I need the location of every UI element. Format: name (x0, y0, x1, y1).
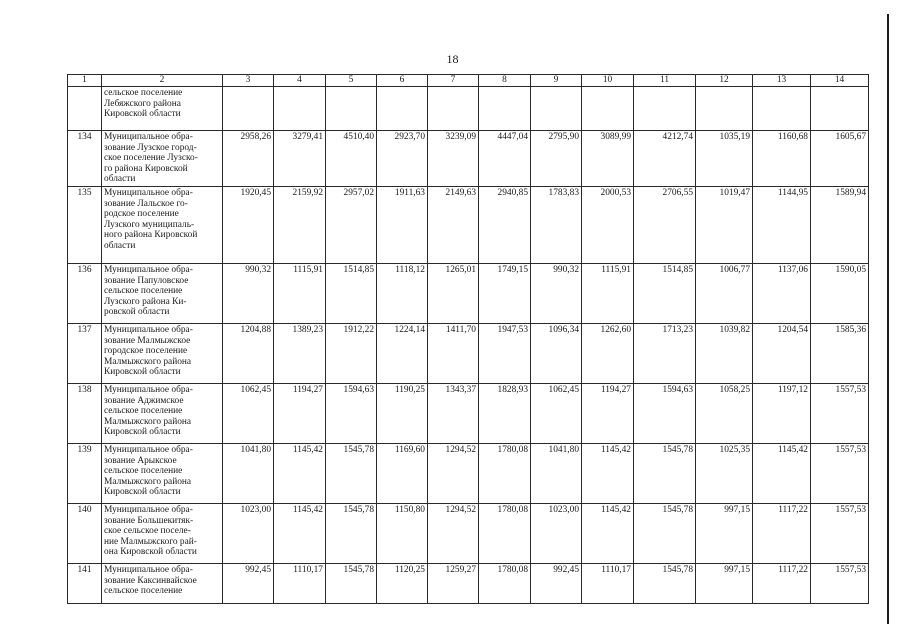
entity-name-line: Муниципальное обра- (104, 504, 193, 515)
value-cell-col-6: 1169,60 (377, 443, 428, 503)
value-cell-col-8: 1828,93 (479, 383, 531, 443)
value-cell-col-10: 3089,99 (582, 131, 634, 187)
value-cell-col-9: 1096,34 (531, 323, 582, 383)
value-cell-col-4: 2159,92 (274, 186, 326, 263)
value-cell-col-6: 1224,14 (377, 323, 428, 383)
value-cell-col-13: 1137,06 (753, 263, 811, 323)
data-table (67, 74, 869, 604)
value-cell-col-14: 1585,36 (811, 323, 869, 383)
value-cell-col-8: 2940,85 (479, 186, 531, 263)
value-cell-col-11 (634, 87, 696, 131)
entity-name (102, 443, 223, 503)
entity-name-line: Лебяжского района (104, 98, 181, 109)
entity-name-line: Кировской области (104, 109, 181, 120)
table-row (68, 87, 869, 131)
value-cell-col-8 (479, 87, 531, 131)
value-cell-col-9: 2795,90 (531, 131, 582, 187)
column-header-2: 2 (102, 75, 223, 87)
value-cell-col-10: 1110,17 (582, 563, 634, 603)
entity-name-line: она Кировской области (104, 547, 197, 558)
value-cell-col-7: 1343,37 (428, 383, 479, 443)
value-cell-col-8: 4447,04 (479, 131, 531, 187)
value-cell-col-12 (696, 87, 753, 131)
entity-name-line: ного района Кировской (104, 230, 198, 241)
row-number: 135 (68, 186, 102, 263)
entity-name-line: Муниципальное обра- (104, 264, 193, 275)
column-header-1: 1 (68, 75, 102, 87)
value-cell-col-4: 1110,17 (274, 563, 326, 603)
value-cell-col-6: 1190,25 (377, 383, 428, 443)
table-body (68, 87, 869, 604)
value-cell-col-9: 1783,83 (531, 186, 582, 263)
entity-name-line: сельское поселение (104, 466, 183, 477)
value-cell-col-7: 1411,70 (428, 323, 479, 383)
value-cell-col-9 (531, 87, 582, 131)
entity-name-line: области (104, 174, 136, 185)
page-number: 18 (446, 52, 459, 66)
entity-name (102, 323, 223, 383)
value-cell-col-11: 1545,78 (634, 503, 696, 563)
value-cell-col-10: 1145,42 (582, 503, 634, 563)
value-cell-col-7: 1294,52 (428, 443, 479, 503)
column-header-6: 6 (377, 75, 428, 87)
row-number: 138 (68, 383, 102, 443)
value-cell-col-11: 1713,23 (634, 323, 696, 383)
value-cell-col-13 (753, 87, 811, 131)
entity-name-line: Муниципальное обра- (104, 384, 193, 395)
entity-name-line: Муниципальное обра- (104, 564, 193, 575)
entity-name-line: зование Арыкское (104, 455, 177, 466)
value-cell-col-7 (428, 87, 479, 131)
table-row (68, 131, 869, 187)
entity-name-line: ние Малмыжского рай- (104, 536, 197, 547)
value-cell-col-3 (223, 87, 274, 131)
value-cell-col-7: 1265,01 (428, 263, 479, 323)
value-cell-col-4: 1389,23 (274, 323, 326, 383)
value-cell-col-14: 1557,53 (811, 443, 869, 503)
table-row (68, 383, 869, 443)
value-cell-col-13: 1197,12 (753, 383, 811, 443)
entity-name (102, 263, 223, 323)
value-cell-col-9: 990,32 (531, 263, 582, 323)
entity-name-line: Кировской области (104, 367, 181, 378)
value-cell-col-5: 1545,78 (326, 503, 377, 563)
value-cell-col-10: 1145,42 (582, 443, 634, 503)
row-number: 141 (68, 563, 102, 603)
value-cell-col-3: 1062,45 (223, 383, 274, 443)
value-cell-col-5: 2957,02 (326, 186, 377, 263)
entity-name (102, 563, 223, 603)
entity-name-line: зование Каксинвайское (104, 575, 197, 586)
value-cell-col-3: 2958,26 (223, 131, 274, 187)
value-cell-col-6: 2923,70 (377, 131, 428, 187)
value-cell-col-6: 1150,80 (377, 503, 428, 563)
value-cell-col-8: 1749,15 (479, 263, 531, 323)
value-cell-col-12: 1006,77 (696, 263, 753, 323)
table-row (68, 186, 869, 263)
value-cell-col-6 (377, 87, 428, 131)
value-cell-col-8: 1780,08 (479, 503, 531, 563)
entity-name-line: сельское поселение (104, 586, 183, 597)
value-cell-col-11: 4212,74 (634, 131, 696, 187)
value-cell-col-14: 1557,53 (811, 503, 869, 563)
value-cell-col-9: 1062,45 (531, 383, 582, 443)
entity-name-line: Муниципальное обра- (104, 444, 193, 455)
entity-name-line: сельское поселение (104, 406, 183, 417)
value-cell-col-5: 4510,40 (326, 131, 377, 187)
page-edge-line (887, 14, 889, 624)
value-cell-col-10: 2000,53 (582, 186, 634, 263)
value-cell-col-5: 1912,22 (326, 323, 377, 383)
entity-name (102, 131, 223, 187)
value-cell-col-10: 1194,27 (582, 383, 634, 443)
entity-name-line: зование Большекитяк- (104, 515, 194, 526)
entity-name-line: Малмыжского района (104, 476, 192, 487)
value-cell-col-11: 1514,85 (634, 263, 696, 323)
entity-name-line: Лузского муниципаль- (104, 219, 195, 230)
table-row (68, 323, 869, 383)
value-cell-col-8: 1780,08 (479, 563, 531, 603)
value-cell-col-13: 1204,54 (753, 323, 811, 383)
value-cell-col-6: 1120,25 (377, 563, 428, 603)
value-cell-col-8: 1947,53 (479, 323, 531, 383)
value-cell-col-3: 992,45 (223, 563, 274, 603)
entity-name-line: родское поселение (104, 209, 179, 220)
entity-name-line: го района Кировской (104, 163, 188, 174)
row-number (68, 87, 102, 131)
entity-name (102, 87, 223, 131)
column-header-5: 5 (326, 75, 377, 87)
value-cell-col-12: 997,15 (696, 563, 753, 603)
value-cell-col-5: 1514,85 (326, 263, 377, 323)
row-number: 139 (68, 443, 102, 503)
value-cell-col-9: 1023,00 (531, 503, 582, 563)
column-header-13: 13 (753, 75, 811, 87)
value-cell-col-13: 1145,42 (753, 443, 811, 503)
value-cell-col-3: 1041,80 (223, 443, 274, 503)
entity-name-line: городское поселение (104, 346, 188, 357)
value-cell-col-14: 1557,53 (811, 383, 869, 443)
value-cell-col-3: 990,32 (223, 263, 274, 323)
column-header-4: 4 (274, 75, 326, 87)
value-cell-col-14: 1605,67 (811, 131, 869, 187)
value-cell-col-5 (326, 87, 377, 131)
value-cell-col-10: 1262,60 (582, 323, 634, 383)
column-header-3: 3 (223, 75, 274, 87)
value-cell-col-14: 1557,53 (811, 563, 869, 603)
entity-name-line: Муниципальное обра- (104, 132, 193, 142)
entity-name-line: области (104, 240, 136, 251)
entity-name-line: Муниципальное обра- (104, 187, 193, 198)
entity-name-line: зование Папуловское (104, 275, 189, 286)
value-cell-col-13: 1160,68 (753, 131, 811, 187)
value-cell-col-11: 1545,78 (634, 563, 696, 603)
value-cell-col-7: 1294,52 (428, 503, 479, 563)
column-header-7: 7 (428, 75, 479, 87)
entity-name (102, 383, 223, 443)
column-header-12: 12 (696, 75, 753, 87)
value-cell-col-5: 1545,78 (326, 563, 377, 603)
value-cell-col-12: 1025,35 (696, 443, 753, 503)
value-cell-col-12: 1019,47 (696, 186, 753, 263)
entity-name-line: Малмыжского района (104, 416, 192, 427)
entity-name-line: Муниципальное обра- (104, 324, 193, 335)
value-cell-col-3: 1023,00 (223, 503, 274, 563)
value-cell-col-7: 1259,27 (428, 563, 479, 603)
header-row (68, 75, 869, 87)
value-cell-col-7: 3239,09 (428, 131, 479, 187)
row-number: 140 (68, 503, 102, 563)
entity-name-line: ское сельское поселе- (104, 526, 191, 537)
entity-name (102, 503, 223, 563)
column-header-14: 14 (811, 75, 869, 87)
value-cell-col-11: 1594,63 (634, 383, 696, 443)
entity-name (102, 186, 223, 263)
value-cell-col-4: 3279,41 (274, 131, 326, 187)
value-cell-col-5: 1594,63 (326, 383, 377, 443)
value-cell-col-4: 1145,42 (274, 503, 326, 563)
column-header-8: 8 (479, 75, 531, 87)
value-cell-col-4 (274, 87, 326, 131)
value-cell-col-13: 1144,95 (753, 186, 811, 263)
entity-name-line: сельское поселение (104, 88, 183, 98)
entity-name-line: ровской области (104, 307, 170, 318)
value-cell-col-9: 992,45 (531, 563, 582, 603)
table-row (68, 563, 869, 603)
row-number: 137 (68, 323, 102, 383)
value-cell-col-14: 1590,05 (811, 263, 869, 323)
value-cell-col-10 (582, 87, 634, 131)
value-cell-col-3: 1204,88 (223, 323, 274, 383)
entity-name-line: зование Аджимское (104, 395, 184, 406)
value-cell-col-4: 1145,42 (274, 443, 326, 503)
table-row (68, 263, 869, 323)
value-cell-col-10: 1115,91 (582, 263, 634, 323)
entity-name-line: зование Лузское город- (104, 142, 197, 153)
value-cell-col-12: 1058,25 (696, 383, 753, 443)
entity-name-line: зование Лальское го- (104, 198, 188, 209)
value-cell-col-5: 1545,78 (326, 443, 377, 503)
row-number: 136 (68, 263, 102, 323)
value-cell-col-13: 1117,22 (753, 563, 811, 603)
value-cell-col-13: 1117,22 (753, 503, 811, 563)
value-cell-col-7: 2149,63 (428, 186, 479, 263)
value-cell-col-8: 1780,08 (479, 443, 531, 503)
table-row (68, 443, 869, 503)
value-cell-col-4: 1194,27 (274, 383, 326, 443)
entity-name-line: Кировской области (104, 427, 181, 438)
entity-name-line: Лузского района Ки- (104, 296, 187, 307)
table-row (68, 503, 869, 563)
value-cell-col-12: 997,15 (696, 503, 753, 563)
value-cell-col-12: 1039,82 (696, 323, 753, 383)
value-cell-col-11: 2706,55 (634, 186, 696, 263)
entity-name-line: сельское поселение (104, 286, 183, 297)
value-cell-col-11: 1545,78 (634, 443, 696, 503)
value-cell-col-12: 1035,19 (696, 131, 753, 187)
value-cell-col-4: 1115,91 (274, 263, 326, 323)
value-cell-col-3: 1920,45 (223, 186, 274, 263)
column-header-11: 11 (634, 75, 696, 87)
value-cell-col-6: 1118,12 (377, 263, 428, 323)
entity-name-line: ское поселение Лузско- (104, 153, 198, 164)
entity-name-line: Кировской области (104, 487, 181, 498)
value-cell-col-14: 1589,94 (811, 186, 869, 263)
value-cell-col-6: 1911,63 (377, 186, 428, 263)
column-header-9: 9 (531, 75, 582, 87)
row-number: 134 (68, 131, 102, 187)
entity-name-line: Малмыжского района (104, 356, 192, 367)
value-cell-col-14 (811, 87, 869, 131)
column-header-10: 10 (582, 75, 634, 87)
value-cell-col-9: 1041,80 (531, 443, 582, 503)
entity-name-line: зование Малмыжское (104, 335, 191, 346)
